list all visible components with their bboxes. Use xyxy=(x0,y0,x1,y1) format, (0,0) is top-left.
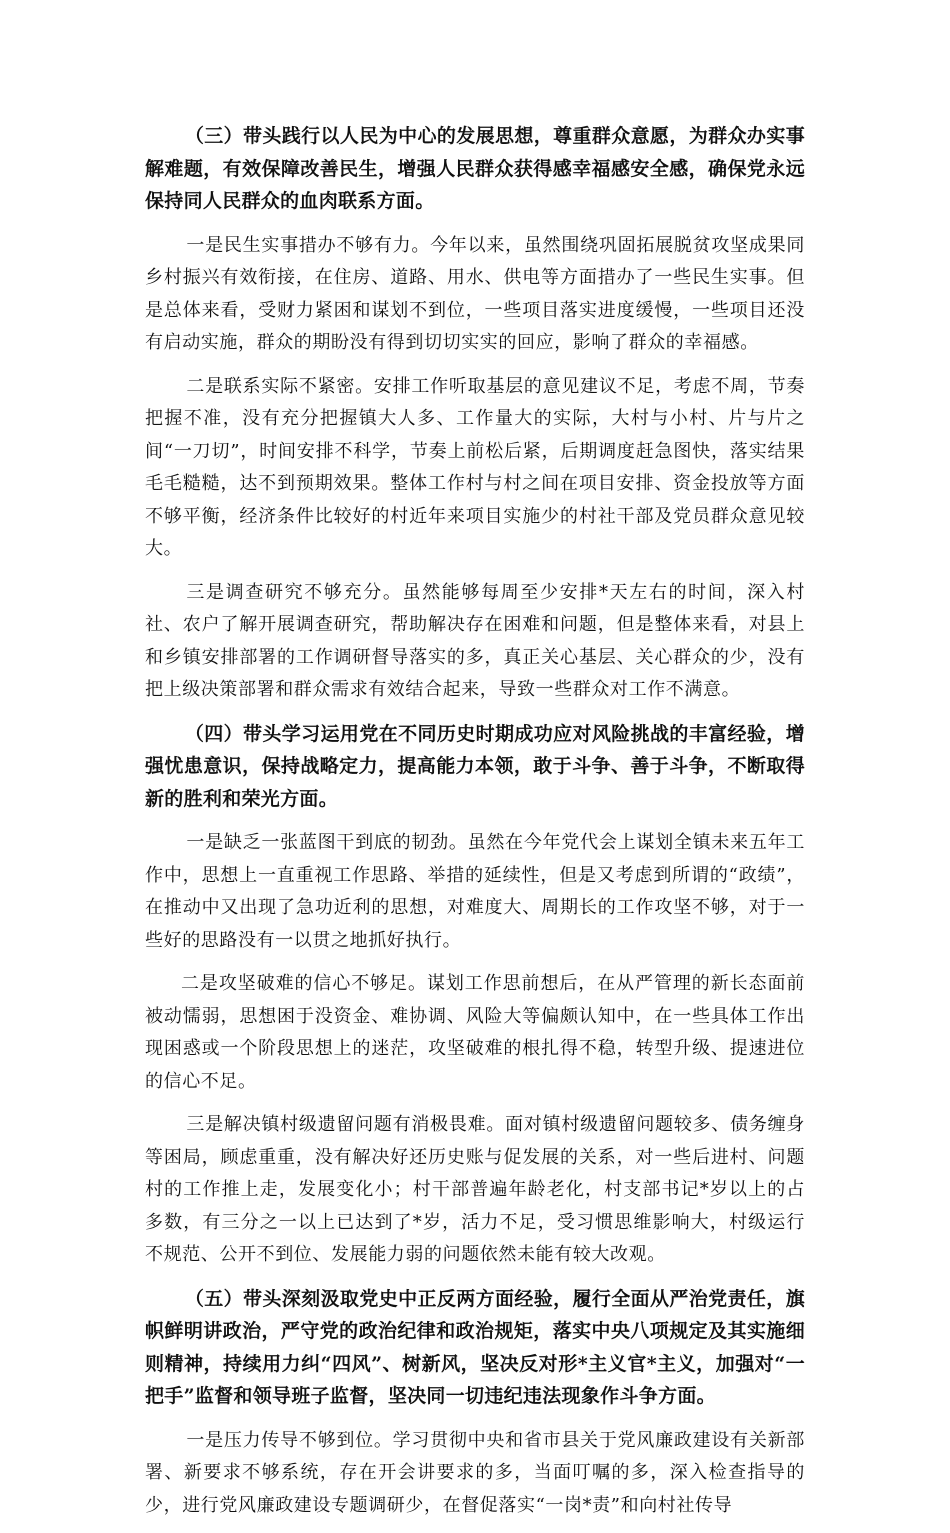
paragraph: 一是民生实事措办不够有力。今年以来，虽然围绕巩固拓展脱贫攻坚成果同乡村振兴有效衔接，在住房、道路、用水、供电等方面措办了一些民生实事。但是总体来看，受财力紧困和谋划不到位，一些项目落实进度缓慢，一些项目还没有启动实施，群众的期盼没有得到切切实实的回应，影响了群众的幸福感。 xyxy=(145,234,805,353)
paragraph: 一是缺乏一张蓝图干到底的韧劲。虽然在今年党代会上谋划全镇未来五年工作中，思想上一直重视工作思路、举措的延续性，但是又考虑到所谓的“政绩”，在推动中又出现了急功近利的思想，对难度大、周期长的工作攻坚不够，对于一些好的思路没有一以贯之地抓好执行。 xyxy=(145,832,805,951)
paragraph: 一是压力传导不够到位。学习贯彻中央和省市县关于党风廉政建设有关新部署、新要求不够系统，存在开会讲要求的多，当面叮嘱的多，深入检查指导的少，进行党风廉政建设专题调研少，在督促落实“一岗*责”和向村社传导 xyxy=(145,1429,805,1516)
section-heading-5: （五）带头深刻汲取党史中正反两方面经验，履行全面从严治党责任，旗帜鲜明讲政治，严守党的政治纪律和政治规矩，落实中央八项规定及其实施细则精神，持续用力纠“四风”、树新风，坚决反对形*主义官*主义，加强对“一把手”监督和领导班子监督，坚决同一切违纪违法现象作斗争方面。 xyxy=(145,1287,805,1407)
paragraph: 二是攻坚破难的信心不够足。谋划工作思前想后，在从严管理的新长态面前被动懦弱，思想困于没资金、难协调、风险大等偏颇认知中，在一些具体工作出现困惑或一个阶段思想上的迷茫，攻坚破难的根扎得不稳，转型升级、提速进位的信心不足。 xyxy=(145,973,805,1092)
section-heading-3: （三）带头践行以人民为中心的发展思想，尊重群众意愿，为群众办实事解难题，有效保障改善民生，增强人民群众获得感幸福感安全感，确保党永远保持同人民群众的血肉联系方面。 xyxy=(145,125,805,212)
paragraph: 三是解决镇村级遗留问题有消极畏难。面对镇村级遗留问题较多、债务缠身等困局，顾虑重重，没有解决好还历史账与促发展的关系，对一些后进村、问题村的工作推上走，发展变化小；村干部普遍年龄老化，村支部书记*岁以上的占多数，有三分之一以上已达到了*岁，活力不足，受习惯思维影响大，村级运行不规范、公开不到位、发展能力弱的问题依然未能有较大改观。 xyxy=(145,1114,805,1265)
paragraph: 二是联系实际不紧密。安排工作听取基层的意见建议不足，考虑不周，节奏把握不准，没有充分把握镇大人多、工作量大的实际，大村与小村、片与片之间“一刀切”，时间安排不科学，节奏上前松后紧，后期调度赶急图快，落实结果毛毛糙糙，达不到预期效果。整体工作村与村之间在项目安排、资金投放等方面不够平衡，经济条件比较好的村近年来项目实施少的村社干部及党员群众意见较大。 xyxy=(145,375,805,559)
section-heading-4: （四）带头学习运用党在不同历史时期成功应对风险挑战的丰富经验，增强忧患意识，保持战略定力，提高能力本领，敢于斗争、善于斗争，不断取得新的胜利和荣光方面。 xyxy=(145,722,805,810)
document-page xyxy=(145,120,805,1533)
paragraph: 三是调查研究不够充分。虽然能够每周至少安排*天左右的时间，深入村社、农户了解开展调查研究，帮助解决存在困难和问题，但是整体来看，对县上和乡镇安排部署的工作调研督导落实的多，真正关心基层、关心群众的少，没有把上级决策部署和群众需求有效结合起来，导致一些群众对工作不满意。 xyxy=(145,581,805,700)
